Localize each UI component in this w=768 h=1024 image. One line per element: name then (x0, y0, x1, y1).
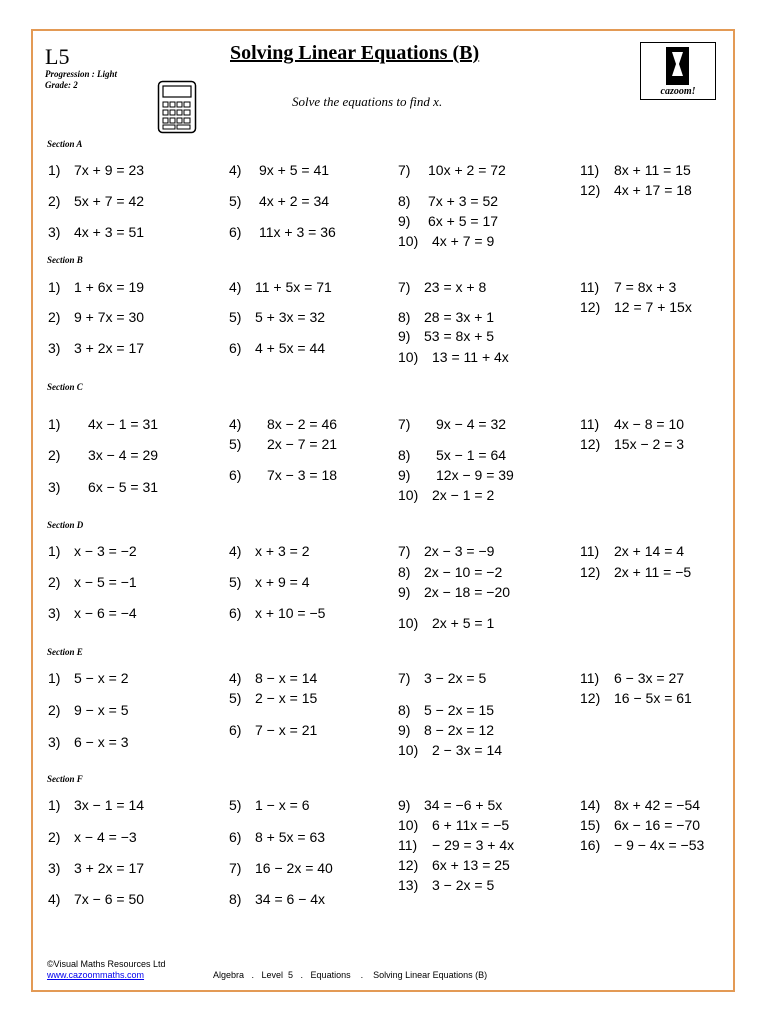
copyright-text: ©Visual Maths Resources Ltd (47, 959, 166, 969)
question-number: 15) (580, 817, 601, 833)
question-number: 4) (229, 279, 242, 295)
question-number: 4) (48, 891, 61, 907)
question-number: 7) (398, 543, 411, 559)
question-item (229, 162, 330, 178)
question-item (48, 605, 137, 621)
question-number: 16) (580, 837, 601, 853)
question-item (229, 829, 326, 845)
question-item (229, 797, 310, 813)
question-number: 5) (229, 690, 242, 706)
equation-text: 7x − 3 = 18 (267, 467, 338, 483)
equation-text: − 9 − 4x = −53 (614, 837, 705, 853)
question-item (398, 837, 515, 853)
question-number: 9) (398, 467, 411, 483)
equation-text: 8x + 11 = 15 (614, 162, 691, 178)
equation-text: 4x + 2 = 34 (259, 193, 330, 209)
question-item (229, 670, 318, 686)
question-number: 3) (48, 605, 61, 621)
question-item (398, 670, 487, 686)
question-item (229, 860, 333, 876)
question-number: 11) (580, 162, 600, 178)
question-number: 5) (229, 309, 242, 325)
equation-text: 28 = 3x + 1 (424, 309, 495, 325)
question-number: 12) (580, 564, 601, 580)
question-item (48, 574, 137, 590)
question-number: 1) (48, 543, 61, 559)
question-number: 7) (229, 860, 242, 876)
equation-text: 8x + 42 = −54 (614, 797, 701, 813)
equation-text: 5 + 3x = 32 (255, 309, 326, 325)
question-item (580, 162, 691, 178)
question-item (398, 328, 495, 344)
question-item (398, 615, 495, 631)
question-number: 8) (398, 309, 411, 325)
question-number: 13) (398, 877, 419, 893)
section-label: Section C (47, 382, 83, 392)
question-number: 12) (580, 182, 601, 198)
question-item (580, 543, 685, 559)
question-number: 3) (48, 860, 61, 876)
equation-text: 15x − 2 = 3 (614, 436, 685, 452)
equation-text: 23 = x + 8 (424, 279, 487, 295)
question-item (580, 690, 692, 706)
question-number: 10) (398, 233, 419, 249)
equation-text: 16 − 2x = 40 (255, 860, 333, 876)
equation-text: 3x − 1 = 14 (74, 797, 145, 813)
section-label: Section B (47, 255, 83, 265)
question-item (398, 817, 510, 833)
equation-text: 10x + 2 = 72 (428, 162, 506, 178)
question-number: 1) (48, 416, 61, 432)
question-item (398, 487, 495, 503)
question-item (398, 447, 507, 463)
equation-text: 9x − 4 = 32 (436, 416, 507, 432)
question-item (398, 349, 509, 365)
question-number: 9) (398, 722, 411, 738)
question-item (229, 416, 338, 432)
question-number: 1) (48, 279, 61, 295)
equation-text: 1 + 6x = 19 (74, 279, 145, 295)
question-number: 1) (48, 670, 61, 686)
website-link[interactable]: www.cazoommaths.com (47, 970, 145, 980)
question-number: 14) (580, 797, 601, 813)
equation-text: x + 3 = 2 (255, 543, 310, 559)
equation-text: 6 + 11x = −5 (432, 817, 510, 833)
question-item (48, 670, 129, 686)
question-number: 6) (229, 467, 242, 483)
equation-text: 5 − 2x = 15 (424, 702, 495, 718)
equation-text: 4x − 8 = 10 (614, 416, 685, 432)
equation-text: 7x + 3 = 52 (428, 193, 499, 209)
question-number: 11) (580, 279, 600, 295)
question-number: 3) (48, 734, 61, 750)
question-number: 11) (580, 670, 600, 686)
question-number: 5) (229, 193, 242, 209)
question-number: 7) (398, 279, 411, 295)
question-number: 3) (48, 479, 61, 495)
equation-text: x − 3 = −2 (74, 543, 137, 559)
question-number: 8) (398, 702, 411, 718)
equation-text: 9 + 7x = 30 (74, 309, 145, 325)
question-item (48, 416, 159, 432)
question-item (398, 584, 511, 600)
equation-text: 2 − x = 15 (255, 690, 318, 706)
equation-text: 7x + 9 = 23 (74, 162, 145, 178)
equation-text: 6 − 3x = 27 (614, 670, 685, 686)
page-title: Solving Linear Equations (B) (230, 42, 480, 64)
equation-text: 5x − 1 = 64 (436, 447, 507, 463)
question-number: 8) (398, 193, 411, 209)
question-item (580, 299, 692, 315)
section-label: Section E (47, 647, 83, 657)
question-item (398, 702, 495, 718)
equation-text: 6x − 5 = 31 (88, 479, 159, 495)
equation-text: 34 = −6 + 5x (424, 797, 503, 813)
equation-text: 2x − 3 = −9 (424, 543, 495, 559)
level-label: L5 (45, 44, 70, 69)
equation-text: 34 = 6 − 4x (255, 891, 326, 907)
equation-text: 1 − x = 6 (255, 797, 310, 813)
equation-text: 9 − x = 5 (74, 702, 129, 718)
question-item (398, 279, 487, 295)
question-number: 2) (48, 829, 61, 845)
question-number: 3) (48, 340, 61, 356)
question-item (580, 436, 685, 452)
question-item (580, 416, 685, 432)
equation-text: x + 10 = −5 (255, 605, 326, 621)
question-number: 8) (229, 891, 242, 907)
question-number: 12) (580, 436, 601, 452)
equation-text: 2x + 14 = 4 (614, 543, 685, 559)
question-item (48, 309, 145, 325)
equation-text: 4 + 5x = 44 (255, 340, 326, 356)
equation-text: 12 = 7 + 15x (614, 299, 692, 315)
calculator-icon (157, 80, 197, 139)
question-item (398, 416, 507, 432)
question-item (48, 797, 145, 813)
question-item (398, 857, 510, 873)
equation-text: 2x − 7 = 21 (267, 436, 338, 452)
question-number: 5) (229, 797, 242, 813)
equation-text: 4x − 1 = 31 (88, 416, 159, 432)
equation-text: 2x + 11 = −5 (614, 564, 692, 580)
equation-text: 3 + 2x = 17 (74, 340, 145, 356)
question-number: 2) (48, 193, 61, 209)
question-item (398, 467, 514, 483)
equation-text: x + 9 = 4 (255, 574, 310, 590)
question-number: 9) (398, 584, 411, 600)
question-item (48, 340, 145, 356)
question-number: 11) (580, 416, 600, 432)
question-item (48, 734, 129, 750)
question-number: 2) (48, 702, 61, 718)
equation-text: 2x − 1 = 2 (432, 487, 495, 503)
question-number: 1) (48, 797, 61, 813)
question-number: 6) (229, 224, 242, 240)
equation-text: 16 − 5x = 61 (614, 690, 692, 706)
question-number: 3) (48, 224, 61, 240)
question-item (48, 479, 159, 495)
equation-text: 5 − x = 2 (74, 670, 129, 686)
equation-text: 11x + 3 = 36 (259, 224, 336, 240)
question-number: 10) (398, 487, 419, 503)
question-number: 9) (398, 213, 411, 229)
question-number: 4) (229, 162, 242, 178)
question-item (398, 162, 506, 178)
equation-text: − 29 = 3 + 4x (432, 837, 515, 853)
question-item (398, 213, 499, 229)
question-item (48, 543, 137, 559)
question-item (229, 722, 318, 738)
section-label: Section A (47, 139, 83, 149)
question-item (229, 309, 326, 325)
question-item (229, 193, 330, 209)
question-item (48, 193, 145, 209)
question-item (580, 564, 692, 580)
question-number: 7) (398, 162, 411, 178)
question-number: 12) (580, 299, 601, 315)
equation-text: 8x − 2 = 46 (267, 416, 338, 432)
question-item (48, 860, 145, 876)
equation-text: 53 = 8x + 5 (424, 328, 495, 344)
question-item (229, 543, 310, 559)
equation-text: 12x − 9 = 39 (436, 467, 514, 483)
question-item (229, 279, 332, 295)
equation-text: 3 + 2x = 17 (74, 860, 145, 876)
equation-text: 7 = 8x + 3 (614, 279, 677, 295)
question-item (580, 182, 692, 198)
question-item (48, 224, 145, 240)
question-item (229, 340, 326, 356)
question-item (229, 574, 310, 590)
question-item (229, 436, 338, 452)
grade-text: Grade: 2 (45, 80, 78, 90)
question-number: 5) (229, 436, 242, 452)
equation-text: 4x + 7 = 9 (432, 233, 495, 249)
question-number: 12) (398, 857, 419, 873)
question-number: 9) (398, 797, 411, 813)
equation-text: 2x − 10 = −2 (424, 564, 503, 580)
question-item (398, 543, 495, 559)
equation-text: 7x − 6 = 50 (74, 891, 145, 907)
question-number: 1) (48, 162, 61, 178)
question-item (580, 279, 677, 295)
question-item (398, 877, 495, 893)
section-label: Section F (47, 774, 83, 784)
section-label: Section D (47, 520, 84, 530)
equation-text: 2x + 5 = 1 (432, 615, 495, 631)
question-item (229, 690, 318, 706)
question-item (229, 891, 326, 907)
question-number: 9) (398, 328, 411, 344)
equation-text: 13 = 11 + 4x (432, 349, 509, 365)
instruction-text: Solve the equations to find x. (292, 94, 443, 109)
question-item (48, 891, 145, 907)
question-number: 6) (229, 340, 242, 356)
equation-text: 8 + 5x = 63 (255, 829, 326, 845)
equation-text: 3 − 2x = 5 (432, 877, 495, 893)
equation-text: 6x + 13 = 25 (432, 857, 510, 873)
question-number: 2) (48, 447, 61, 463)
question-number: 7) (398, 670, 411, 686)
question-number: 6) (229, 605, 242, 621)
cazoom-logo (640, 42, 716, 100)
question-number: 5) (229, 574, 242, 590)
question-item (229, 467, 338, 483)
question-number: 2) (48, 574, 61, 590)
question-item (398, 193, 499, 209)
question-number: 10) (398, 742, 419, 758)
question-item (229, 224, 336, 240)
question-number: 4) (229, 543, 242, 559)
equation-text: 7 − x = 21 (255, 722, 318, 738)
question-item (398, 564, 503, 580)
question-item (398, 233, 495, 249)
question-item (48, 702, 129, 718)
equation-text: 5x + 7 = 42 (74, 193, 145, 209)
equation-text: 3 − 2x = 5 (424, 670, 487, 686)
question-number: 7) (398, 416, 411, 432)
question-number: 6) (229, 829, 242, 845)
question-item (48, 829, 137, 845)
question-number: 8) (398, 564, 411, 580)
question-item (580, 817, 701, 833)
question-number: 10) (398, 615, 419, 631)
question-number: 11) (580, 543, 600, 559)
equation-text: 8 − 2x = 12 (424, 722, 495, 738)
question-item (580, 837, 705, 853)
question-item (398, 797, 503, 813)
question-number: 2) (48, 309, 61, 325)
question-item (398, 742, 503, 758)
equation-text: 9x + 5 = 41 (259, 162, 330, 178)
equation-text: 11 + 5x = 71 (255, 279, 332, 295)
equation-text: 6x − 16 = −70 (614, 817, 701, 833)
question-item (48, 279, 145, 295)
equation-text: x − 4 = −3 (74, 829, 137, 845)
question-number: 10) (398, 349, 419, 365)
equation-text: 6 − x = 3 (74, 734, 129, 750)
question-item (580, 797, 701, 813)
question-number: 11) (398, 837, 418, 853)
equation-text: 2x − 18 = −20 (424, 584, 511, 600)
equation-text: 4x + 17 = 18 (614, 182, 692, 198)
equation-text: 2 − 3x = 14 (432, 742, 503, 758)
equation-text: x − 6 = −4 (74, 605, 137, 621)
equation-text: 4x + 3 = 51 (74, 224, 145, 240)
question-item (398, 309, 495, 325)
equation-text: 3x − 4 = 29 (88, 447, 159, 463)
question-item (48, 162, 145, 178)
question-number: 10) (398, 817, 419, 833)
question-number: 6) (229, 722, 242, 738)
question-item (229, 605, 326, 621)
equation-text: x − 5 = −1 (74, 574, 137, 590)
progression-info (45, 69, 117, 91)
question-number: 4) (229, 670, 242, 686)
topic-breadcrumb: Algebra . Level 5 . Equations . Solving Linear Equations (B) (213, 970, 488, 980)
equation-text: 8 − x = 14 (255, 670, 318, 686)
question-item (48, 447, 159, 463)
question-item (580, 670, 685, 686)
equation-text: 6x + 5 = 17 (428, 213, 499, 229)
progression-text: Progression : Light (45, 69, 118, 79)
question-number: 12) (580, 690, 601, 706)
question-item (398, 722, 495, 738)
question-number: 4) (229, 416, 242, 432)
question-number: 8) (398, 447, 411, 463)
logo-text: cazoom! (660, 86, 696, 97)
